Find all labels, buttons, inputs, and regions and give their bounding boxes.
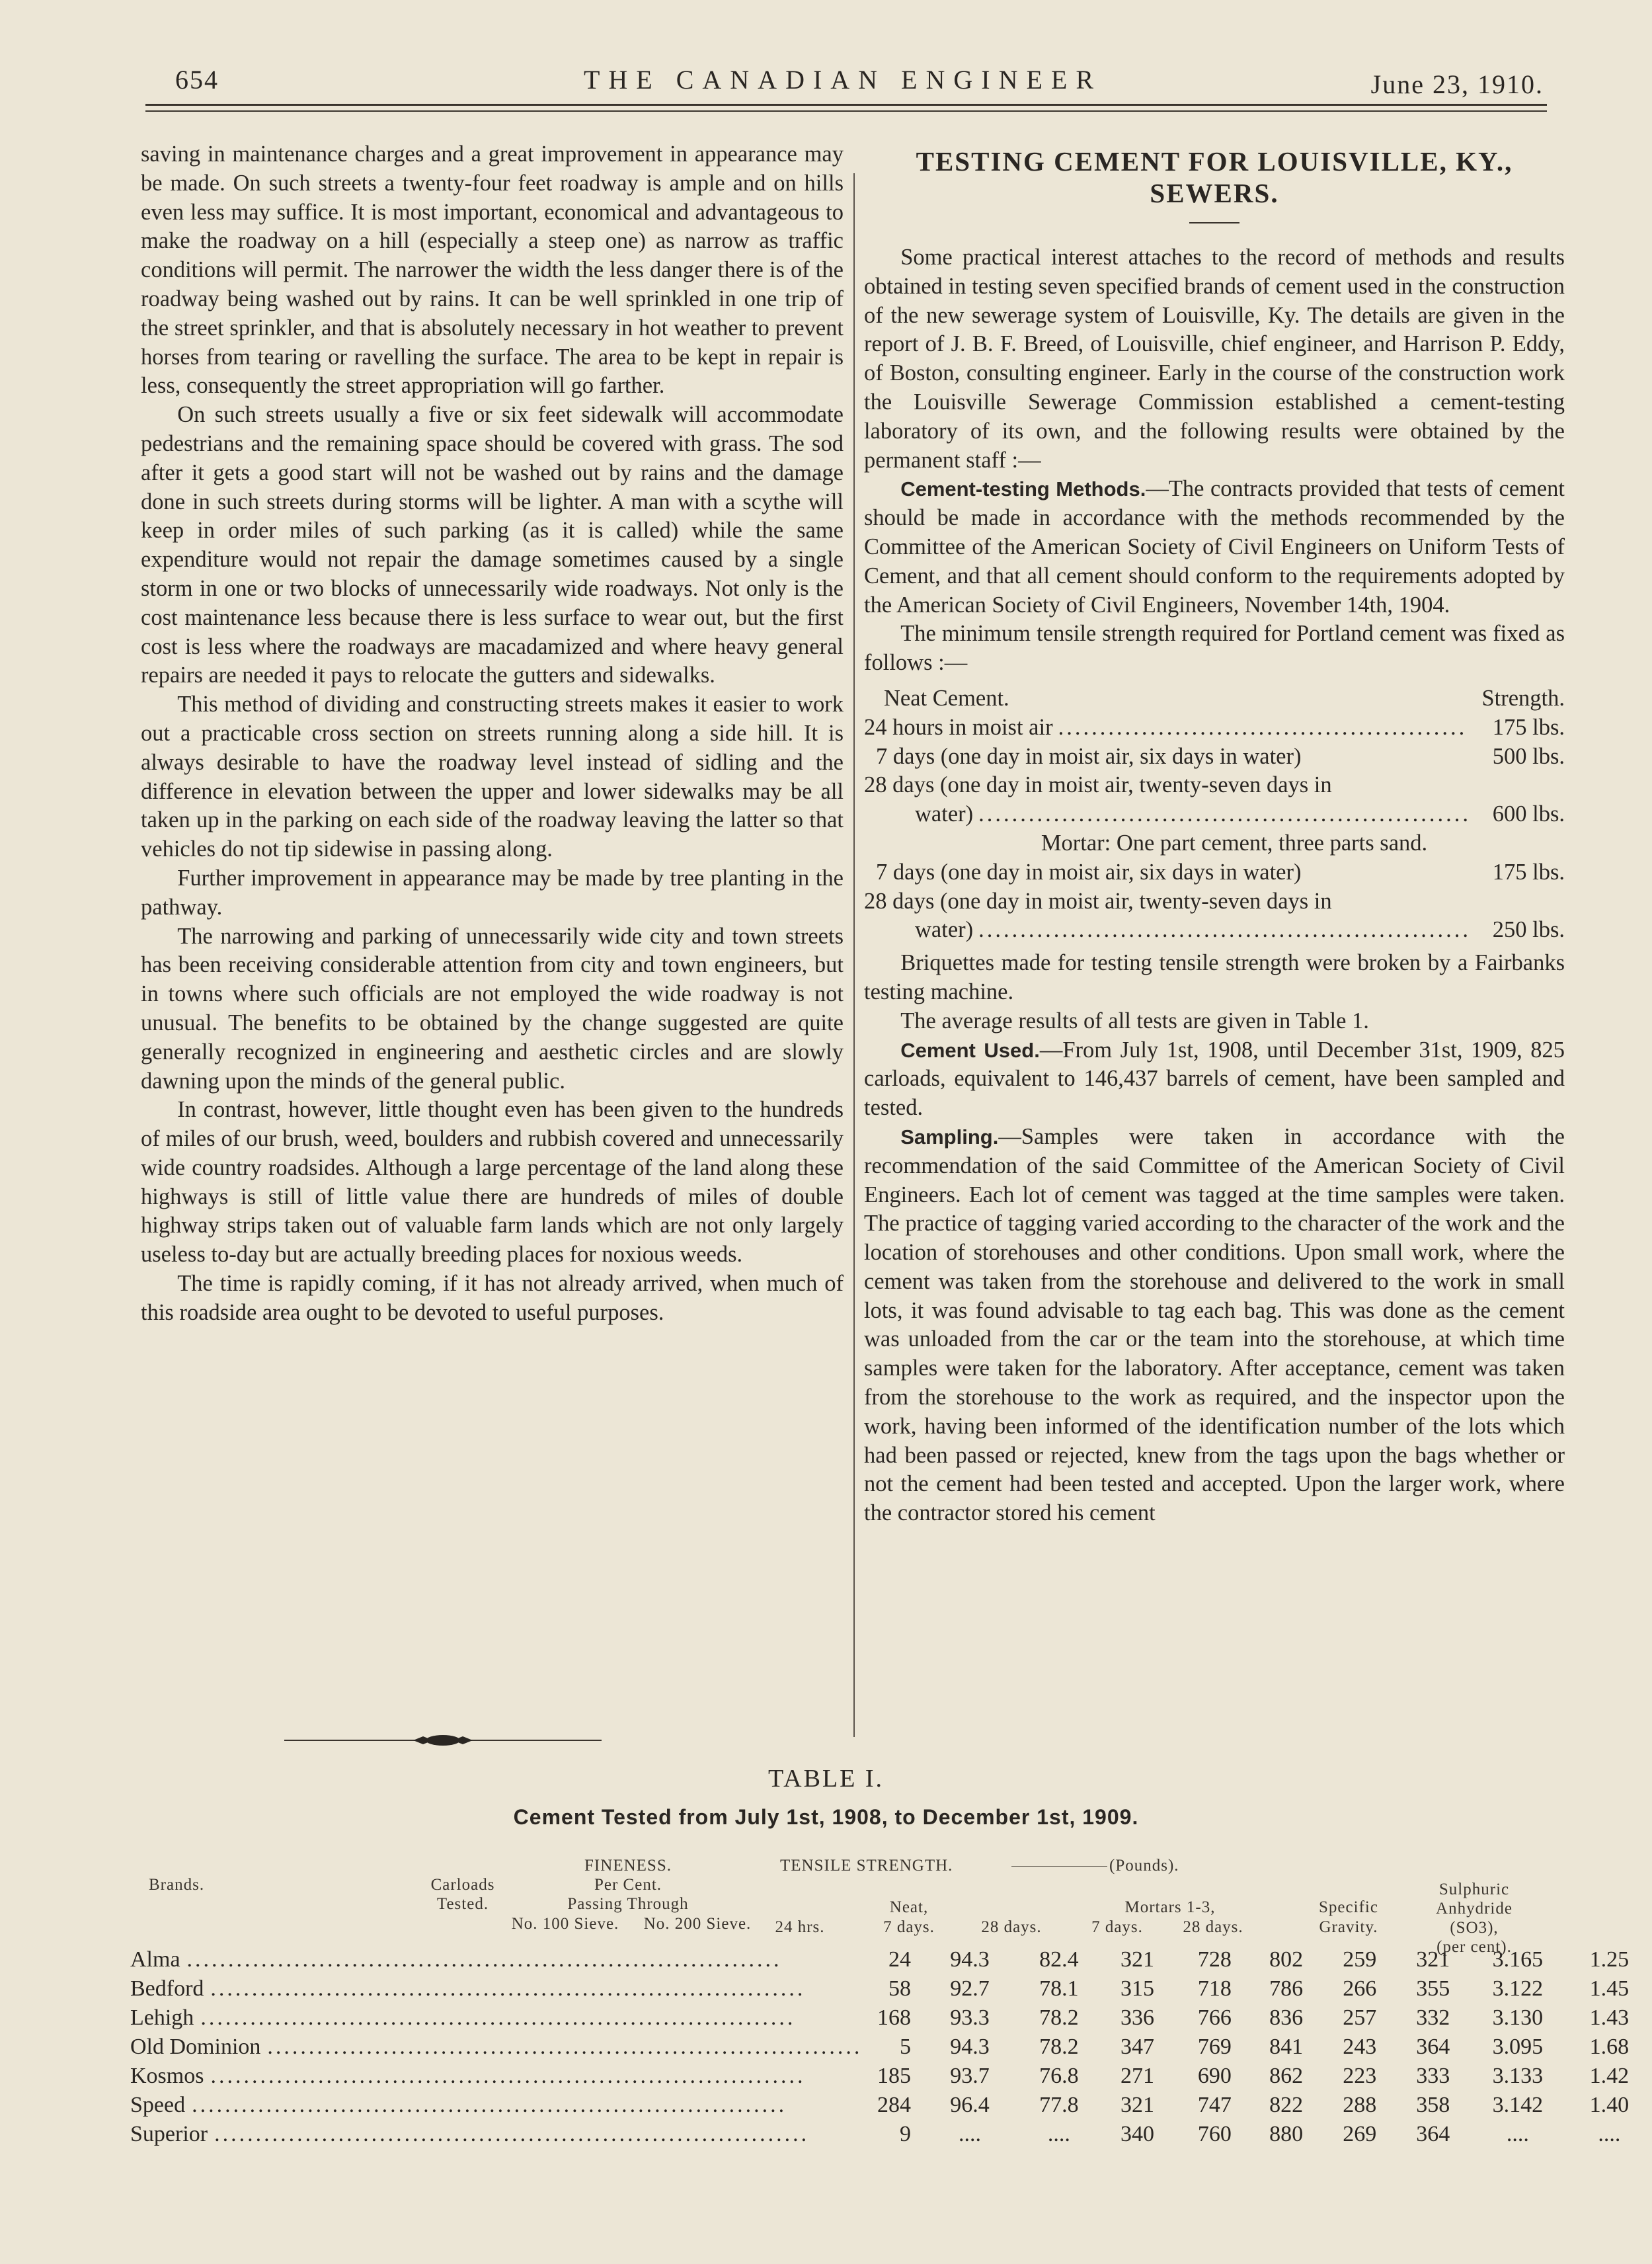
- cell-gravity: 3.142: [1492, 2093, 1544, 2117]
- cell-mort28: 332: [1416, 2005, 1450, 2030]
- cell-gravity: 3.130: [1492, 2005, 1544, 2030]
- paragraph: The time is rapidly coming, if it has not already arrived, when much of this roadside area ought to be devoted to useful purposes.: [141, 1271, 844, 1325]
- cell-neat28: 802: [1269, 1947, 1304, 1972]
- col-header-so3: (SO3),: [1450, 1919, 1499, 1937]
- paragraph: The minimum tensile strength required for Portland cement was fixed as follows :—: [864, 621, 1565, 676]
- cell-so3: 1.25: [1589, 1947, 1630, 1972]
- table-row: [130, 2062, 1652, 2091]
- cell-no200: 78.2: [1039, 2035, 1079, 2059]
- col-header-mortar-7: 7 days.: [1091, 1918, 1143, 1936]
- col-header-mortars: Mortars 1-3,: [1124, 1898, 1216, 1916]
- issue-date: June 23, 1910.: [1370, 69, 1544, 99]
- cell-carloads: 168: [877, 2005, 911, 2030]
- ornament-divider: [284, 1730, 602, 1750]
- table-row: [130, 1974, 1652, 2003]
- cell-so3: 1.42: [1589, 2064, 1630, 2088]
- strength-row: 7 days (one day in moist air, six days in water) 175 lbs.: [876, 859, 1565, 885]
- cell-neat7: 760: [1197, 2122, 1232, 2146]
- page-number: 654: [175, 65, 219, 95]
- cell-no200: 76.8: [1039, 2064, 1079, 2088]
- col-header-neat-7: 7 days.: [883, 1918, 935, 1936]
- cell-neat28: 822: [1269, 2093, 1304, 2117]
- cell-no200: 78.1: [1039, 1976, 1079, 2001]
- cell-mort28: 355: [1416, 1976, 1450, 2001]
- col-header-fineness: FINENESS.: [584, 1857, 672, 1875]
- cell-no100: ....: [958, 2122, 981, 2146]
- cell-h24: 340: [1121, 2122, 1155, 2146]
- cell-carloads: 58: [888, 1976, 911, 2001]
- cell-brand: Superior .....: [130, 2120, 862, 2149]
- cell-neat7: 747: [1197, 2093, 1232, 2117]
- cell-brand: Lehigh .....: [130, 2003, 862, 2033]
- col-header-tensile: TENSILE STRENGTH.: [780, 1857, 953, 1875]
- cell-no100: 94.3: [950, 1947, 990, 1972]
- cell-mort7: 266: [1343, 1976, 1377, 2001]
- cell-h24: 321: [1121, 1947, 1155, 1972]
- masthead: THE CANADIAN ENGINEER: [583, 65, 1103, 95]
- paragraph: Further improvement in appearance may be made by tree planting in the pathway.: [141, 865, 844, 920]
- cell-mort7: 243: [1343, 2035, 1377, 2059]
- col-header-percent: (per cent).: [1436, 1938, 1512, 1956]
- cell-brand: Old Dominion .....: [130, 2033, 862, 2062]
- col-header-fineness-sub2: Passing Through: [567, 1895, 689, 1913]
- column-divider: [853, 173, 855, 1737]
- strength-row: 24 hours in moist air ..... 175 lbs.: [864, 713, 1565, 743]
- runin-heading: Sampling.: [900, 1125, 999, 1149]
- paragraph: The narrowing and parking of unnecessarily wide city and town streets has been receiving considerable attention from city and town engineers, but in towns where such officials are not employed the wide roadway is not unusual. The benefits to be obtained by the change suggested are quite generally recognized in engineering and aesthetic circles and are slowly dawning upon the minds of the general public.: [141, 923, 844, 1094]
- col-header-carloads: Carloads Tested.: [430, 1876, 495, 1913]
- cell-neat7: 728: [1197, 1947, 1232, 1972]
- strength-header-row: Neat Cement. Strength.: [884, 685, 1565, 711]
- cell-no100: 93.3: [950, 2005, 990, 2030]
- article-title: TESTING CEMENT FOR LOUISVILLE, KY., SEWERS.: [916, 146, 1513, 208]
- cell-no200: 78.2: [1039, 2005, 1079, 2030]
- cell-no100: 94.3: [950, 2035, 990, 2059]
- table-row: [130, 2003, 1652, 2033]
- cell-no200: 82.4: [1039, 1947, 1079, 1972]
- cell-no100: 93.7: [950, 2064, 990, 2088]
- cell-carloads: 284: [877, 2093, 911, 2117]
- cell-neat28: 862: [1269, 2064, 1304, 2088]
- strength-row: 28 days (one day in moist air, twenty-seven days in: [864, 888, 1332, 914]
- paragraph-cement-used: Cement Used.—From July 1st, 1908, until December 31st, 1909, 825 carloads, equivalent to 146,437 barrels of cement, have been sampled and tested.: [864, 1037, 1565, 1121]
- paragraph: saving in maintenance charges and a great improvement in appearance may be made. On such streets a twenty-four feet roadway is ample and on hills even less may suffice. It is most important, economical and advantageous to make the roadway on a hill (especially a steep one) as narrow as traffic conditions will permit. The narrower the width the less danger there is of the roadway being washed out by rains. It can be well sprinkled in one trip of the street sprinkler, and that is absolutely necessary in hot weather to prevent horses from tearing or ravelling the surface. The area to be kept in repair is less, consequently the street appropriation will go farther.: [141, 142, 844, 399]
- col-header-pounds: (Pounds).: [1109, 1857, 1179, 1875]
- cell-so3: 1.68: [1589, 2035, 1630, 2059]
- cell-mort7: 259: [1343, 1947, 1377, 1972]
- cell-neat28: 880: [1269, 2122, 1304, 2146]
- cell-carloads: 185: [877, 2064, 911, 2088]
- cell-brand: Alma .....: [130, 1945, 862, 1974]
- cell-brand: Kosmos .....: [130, 2062, 862, 2091]
- col-header-brands: Brands.: [149, 1876, 205, 1894]
- cell-so3: 1.43: [1589, 2005, 1630, 2030]
- cell-no100: 96.4: [950, 2093, 990, 2117]
- cell-mort28: 364: [1416, 2122, 1450, 2146]
- col-header-24hrs: 24 hrs.: [775, 1918, 825, 1936]
- col-header-no100: No. 100 Sieve.: [511, 1915, 619, 1933]
- col-header-neat-28: 28 days.: [981, 1918, 1042, 1936]
- runin-heading: Cement Used.: [900, 1038, 1040, 1062]
- runin-heading: Cement-testing Methods.: [900, 477, 1146, 501]
- cell-brand: Bedford .....: [130, 1974, 862, 2003]
- paragraph-methods: Cement-testing Methods.—The contracts provided that tests of cement should be made in accordance with the methods recommended by the Committee of the American Society of Civil Engineers on Uniform Tests of Cement, and that all cement should conform to the requirements adopted by the American Society of Civil Engineers, November 14th, 1904.: [864, 476, 1565, 618]
- paragraph: Briquettes made for testing tensile strength were broken by a Fairbanks testing machine.: [864, 950, 1565, 1004]
- col-header-sulphuric: Sulphuric: [1438, 1880, 1510, 1898]
- mortar-header: Mortar: One part cement, three parts sand.: [1041, 830, 1428, 856]
- left-column: [141, 140, 844, 1328]
- cell-gravity: 3.165: [1492, 1947, 1544, 1972]
- cell-mort7: 288: [1343, 2093, 1377, 2117]
- paragraph: The average results of all tests are given in Table 1.: [900, 1008, 1369, 1033]
- cell-no100: 92.7: [950, 1976, 990, 2001]
- cell-neat28: 836: [1269, 2005, 1304, 2030]
- table-subtitle: Cement Tested from July 1st, 1908, to December 1st, 1909.: [513, 1805, 1139, 1829]
- paragraph: In contrast, however, little thought even has been given to the hundreds of miles of our brush, weed, boulders and rubbish covered and unnecessarily wide country roadsides. Although a large percentage of the land along these highways is still of little value there are hundreds of miles of double highway strips taken out of valuable farm lands which are not only largely useless to-day but are actually breeding places for noxious weeds.: [141, 1097, 844, 1268]
- cell-gravity: 3.095: [1492, 2035, 1544, 2059]
- table-caption: TABLE I.: [767, 1765, 885, 1793]
- header-rule-thin: [145, 110, 1547, 112]
- cement-results-table: [130, 1945, 1652, 2149]
- strength-row: 7 days (one day in moist air, six days in water) 500 lbs.: [876, 743, 1565, 769]
- table-row: [130, 1945, 1652, 1974]
- cell-so3: 1.40: [1589, 2093, 1630, 2117]
- cell-gravity: ....: [1506, 2122, 1529, 2146]
- col-header-gravity: Gravity.: [1319, 1918, 1378, 1936]
- table-row: [130, 2091, 1652, 2120]
- table-row: [130, 2033, 1652, 2062]
- right-column: [864, 145, 1565, 1528]
- cell-neat28: 786: [1269, 1976, 1304, 2001]
- cell-h24: 315: [1121, 1976, 1155, 2001]
- paragraph: Some practical interest attaches to the record of methods and results obtained in testing seven specified brands of cement used in the construction of the new sewerage system of Louisville, Ky. The details are given in the report of J. B. F. Breed, of Louisville, chief engineer, and Harrison P. Eddy, of Boston, consulting engineer. Early in the course of the construction work the Louisville Sewerage Commission established a cement-testing laboratory of its own, and the following results were obtained by the permanent staff :—: [864, 245, 1565, 473]
- cell-mort7: 269: [1343, 2122, 1377, 2146]
- col-header-no200: No. 200 Sieve.: [643, 1915, 752, 1933]
- strength-row: 28 days (one day in moist air, twenty-seven days in: [864, 772, 1332, 798]
- header-line: [1011, 1866, 1107, 1867]
- cell-mort28: 358: [1416, 2093, 1450, 2117]
- col-header-fineness-sub: Per Cent.: [594, 1876, 662, 1894]
- cell-no200: ....: [1047, 2122, 1070, 2146]
- paragraph: On such streets usually a five or six feet sidewalk will accommodate pedestrians and the remaining space should be covered with grass. The sod after it gets a good start will not be washed out by rains and the damage done in such streets during storms will be lighter. A man with a scythe will keep in order miles of such parking (as it is called) while the same expenditure would not repair the damage sometimes caused by a single storm in one or two blocks of unnecessarily wide roadways. Not only is the cost maintenance less because there is less surface to wear out, but the first cost is less where the roadways are macadamized and where heavy general repairs are needed it pays to relocate the gutters and sidewalks.: [141, 402, 844, 688]
- cell-neat7: 766: [1197, 2005, 1232, 2030]
- col-header-anhydride: Anhydride: [1436, 1900, 1513, 1918]
- cell-carloads: 24: [888, 1947, 911, 1972]
- header-rule: [145, 104, 1547, 106]
- cell-h24: 336: [1121, 2005, 1155, 2030]
- cell-carloads: 5: [899, 2035, 911, 2059]
- strength-row: water) ..... 250 lbs.: [864, 916, 1565, 945]
- cell-mort28: 321: [1416, 1947, 1450, 1972]
- col-header-specific: Specific: [1319, 1898, 1378, 1916]
- cell-h24: 347: [1121, 2035, 1155, 2059]
- strength-requirements: [864, 684, 1565, 945]
- cell-gravity: 3.122: [1492, 1976, 1544, 2001]
- cell-so3: ....: [1598, 2122, 1621, 2146]
- strength-row: water) ..... 600 lbs.: [864, 800, 1565, 829]
- cell-mort28: 364: [1416, 2035, 1450, 2059]
- col-header-neat: Neat,: [889, 1898, 929, 1916]
- cell-mort7: 223: [1343, 2064, 1377, 2088]
- cell-neat28: 841: [1269, 2035, 1304, 2059]
- cell-mort28: 333: [1416, 2064, 1450, 2088]
- cell-neat7: 690: [1197, 2064, 1232, 2088]
- cell-no200: 77.8: [1039, 2093, 1079, 2117]
- cell-brand: Speed .....: [130, 2091, 862, 2120]
- title-rule: [1189, 222, 1239, 223]
- page-header: [142, 61, 1544, 101]
- cell-mort7: 257: [1343, 2005, 1377, 2030]
- cell-so3: 1.45: [1589, 1976, 1630, 2001]
- cell-carloads: 9: [899, 2122, 911, 2146]
- cell-h24: 271: [1121, 2064, 1155, 2088]
- cell-neat7: 769: [1197, 2035, 1232, 2059]
- cell-neat7: 718: [1197, 1976, 1232, 2001]
- col-header-mortar-28: 28 days.: [1183, 1918, 1243, 1936]
- paragraph-sampling: Sampling.—Samples were taken in accordance with the recommendation of the said Committee of the American Society of Civil Engineers. Each lot of cement was tagged at the time samples were taken. The practice of tagging varied according to the character of the work and the location of storehouses and other conditions. Upon small work, where the cement was taken from the storehouse and delivered to the work in small lots, it was found advisable to tag each bag. This was done as the cement was unloaded from the car or the team into the storehouse, at which time samples were taken for the laboratory. After acceptance, cement was taken from the storehouse to the work as required, and the inspector upon the work, having been informed of the identification number of the lots which had been passed or rejected, knew from the tags upon the bags whether or not the cement had been tested and accepted. Upon the larger work, where the contractor stored his cement: [864, 1123, 1565, 1526]
- cell-gravity: 3.133: [1492, 2064, 1544, 2088]
- cell-h24: 321: [1121, 2093, 1155, 2117]
- table-row: [130, 2120, 1652, 2149]
- paragraph: This method of dividing and constructing streets makes it easier to work out a practicable cross section on streets running along a side hill. It is always desirable to have the roadway level instead of sidling and the difference in elevation between the upper and lower sidewalks may be all taken up in the parking on each side of the roadway leaving the latter so that vehicles do not tip sidewise in passing along.: [141, 692, 844, 862]
